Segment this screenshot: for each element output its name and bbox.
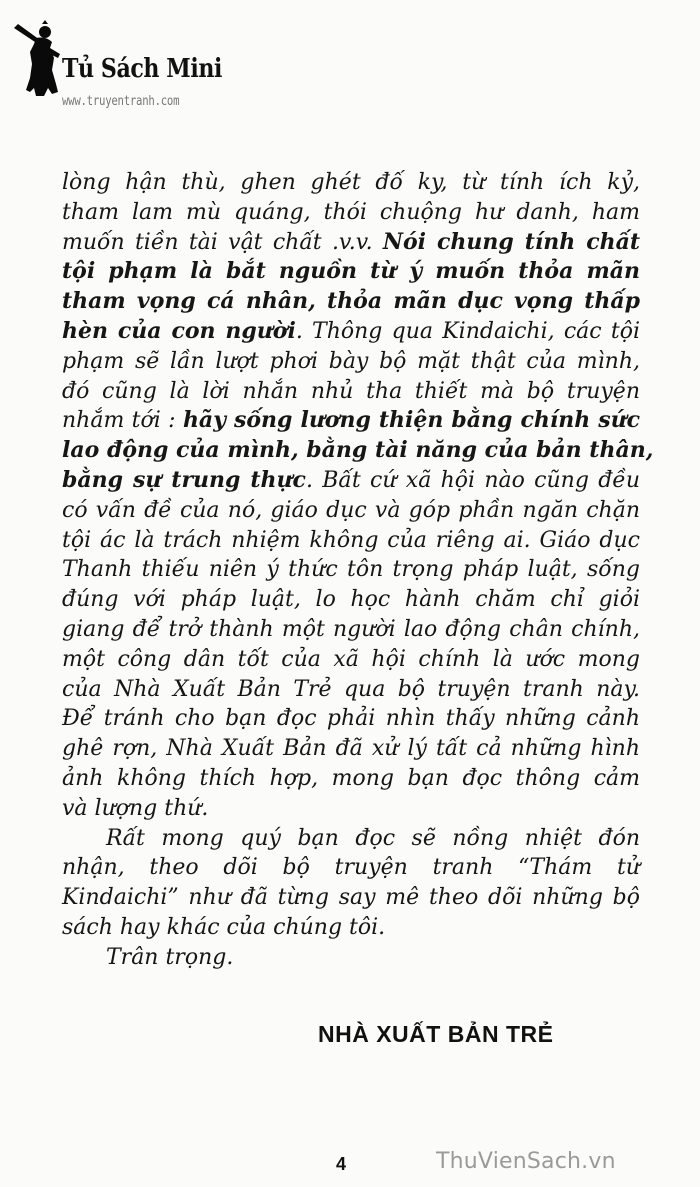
text-segment: của Nhà Xuất Bản Trẻ qua bộ truyện tranh này. xyxy=(62,676,640,702)
text-segment: muốn tiền tài vật chất .v.v. xyxy=(62,229,383,255)
logo-url: www.truyentranh.com xyxy=(62,94,180,109)
text-line xyxy=(62,496,640,526)
text-segment: đúng với pháp luật, lo học hành chăm chỉ giỏi xyxy=(62,587,640,613)
text-segment: có vấn đề của nó, giáo dục và góp phần ngăn chặn xyxy=(62,497,640,523)
text-line xyxy=(62,585,640,615)
text-segment: nhắm tới : xyxy=(62,408,183,434)
text-line xyxy=(62,526,640,556)
text-segment: một công dân tốt của xã hội chính là ước mong xyxy=(62,646,640,672)
text-line xyxy=(62,645,640,675)
text-segment: Để tránh cho bạn đọc phải nhìn thấy những cảnh xyxy=(62,706,640,732)
text-line xyxy=(62,317,640,347)
text-segment: . Thông qua Kindaichi, các tội xyxy=(295,318,640,344)
text-line xyxy=(62,734,640,764)
bold-text-segment: lao động của mình, bằng tài năng của bản thân, xyxy=(62,437,654,464)
text-line xyxy=(62,377,640,407)
text-line xyxy=(62,883,640,913)
page-number: 4 xyxy=(336,1154,347,1174)
body-text xyxy=(62,168,654,973)
text-segment: đó cũng là lời nhắn nhủ tha thiết mà bộ truyện xyxy=(62,378,640,404)
text-segment: giang để trở thành một người lao động chân chính, xyxy=(62,616,640,642)
text-line xyxy=(62,228,640,258)
text-line xyxy=(62,794,640,824)
text-segment: Trân trọng. xyxy=(106,944,234,970)
text-segment: Kindaichi” như đã từng say mê theo dõi những bộ xyxy=(62,885,640,911)
bold-text-segment: bằng sự trung thực xyxy=(62,466,306,493)
text-segment: ghê rợn, Nhà Xuất Bản đã xử lý tất cả những hình xyxy=(62,736,640,762)
text-segment: Thanh thiếu niên ý thức tôn trọng pháp luật, sống xyxy=(62,557,640,583)
text-line xyxy=(62,913,640,943)
text-line xyxy=(62,675,640,705)
bold-text-segment: hãy sống lương thiện bằng chính sức xyxy=(182,407,640,434)
publisher-signature: NHÀ XUẤT BẢN TRẺ xyxy=(318,1021,554,1047)
text-segment: Rất mong quý bạn đọc sẽ nồng nhiệt đón xyxy=(106,825,640,851)
text-line xyxy=(62,347,640,377)
text-line xyxy=(62,436,654,466)
watermark: ThuVienSach.vn xyxy=(436,1149,616,1174)
text-segment: phạm sẽ lần lượt phơi bày bộ mặt thật của mình, xyxy=(62,348,640,374)
text-segment: nhận, theo dõi bộ truyện tranh “Thám tử xyxy=(62,855,640,881)
text-line xyxy=(62,764,640,794)
text-line xyxy=(62,406,640,436)
text-line xyxy=(62,257,640,287)
bold-text-segment: hèn của con người xyxy=(62,317,296,344)
text-line xyxy=(62,466,640,496)
publisher-logo xyxy=(12,18,252,109)
samurai-silhouette-icon xyxy=(12,18,64,100)
text-line xyxy=(62,943,640,973)
text-segment: tham lam mù quáng, thói chuộng hư danh, ham xyxy=(62,199,640,225)
text-line xyxy=(62,704,640,734)
text-line xyxy=(62,555,640,585)
text-segment: và lượng thứ. xyxy=(62,795,209,821)
bold-text-segment: Nói chung tính chất xyxy=(382,228,641,255)
bold-text-segment: tội phạm là bắt nguồn từ ý muốn thỏa mãn xyxy=(62,258,640,285)
text-line xyxy=(62,824,640,854)
text-line xyxy=(62,168,640,198)
text-segment: lòng hận thù, ghen ghét đố ky, từ tính ích kỷ, xyxy=(62,170,640,195)
text-line xyxy=(62,287,640,317)
text-segment: tội ác là trách nhiệm không của riêng ai. Giáo dục xyxy=(62,527,640,553)
logo-title: Tủ Sách Mini xyxy=(62,54,222,84)
text-segment: . Bất cứ xã hội nào cũng đều xyxy=(305,467,640,493)
bold-text-segment: tham vọng cá nhân, thỏa mãn dục vọng thấp xyxy=(62,288,640,315)
text-line xyxy=(62,198,640,228)
text-segment: ảnh không thích hợp, mong bạn đọc thông cảm xyxy=(62,765,640,791)
text-line xyxy=(62,615,640,645)
text-segment: sách hay khác của chúng tôi. xyxy=(62,914,386,940)
text-line xyxy=(62,853,640,883)
